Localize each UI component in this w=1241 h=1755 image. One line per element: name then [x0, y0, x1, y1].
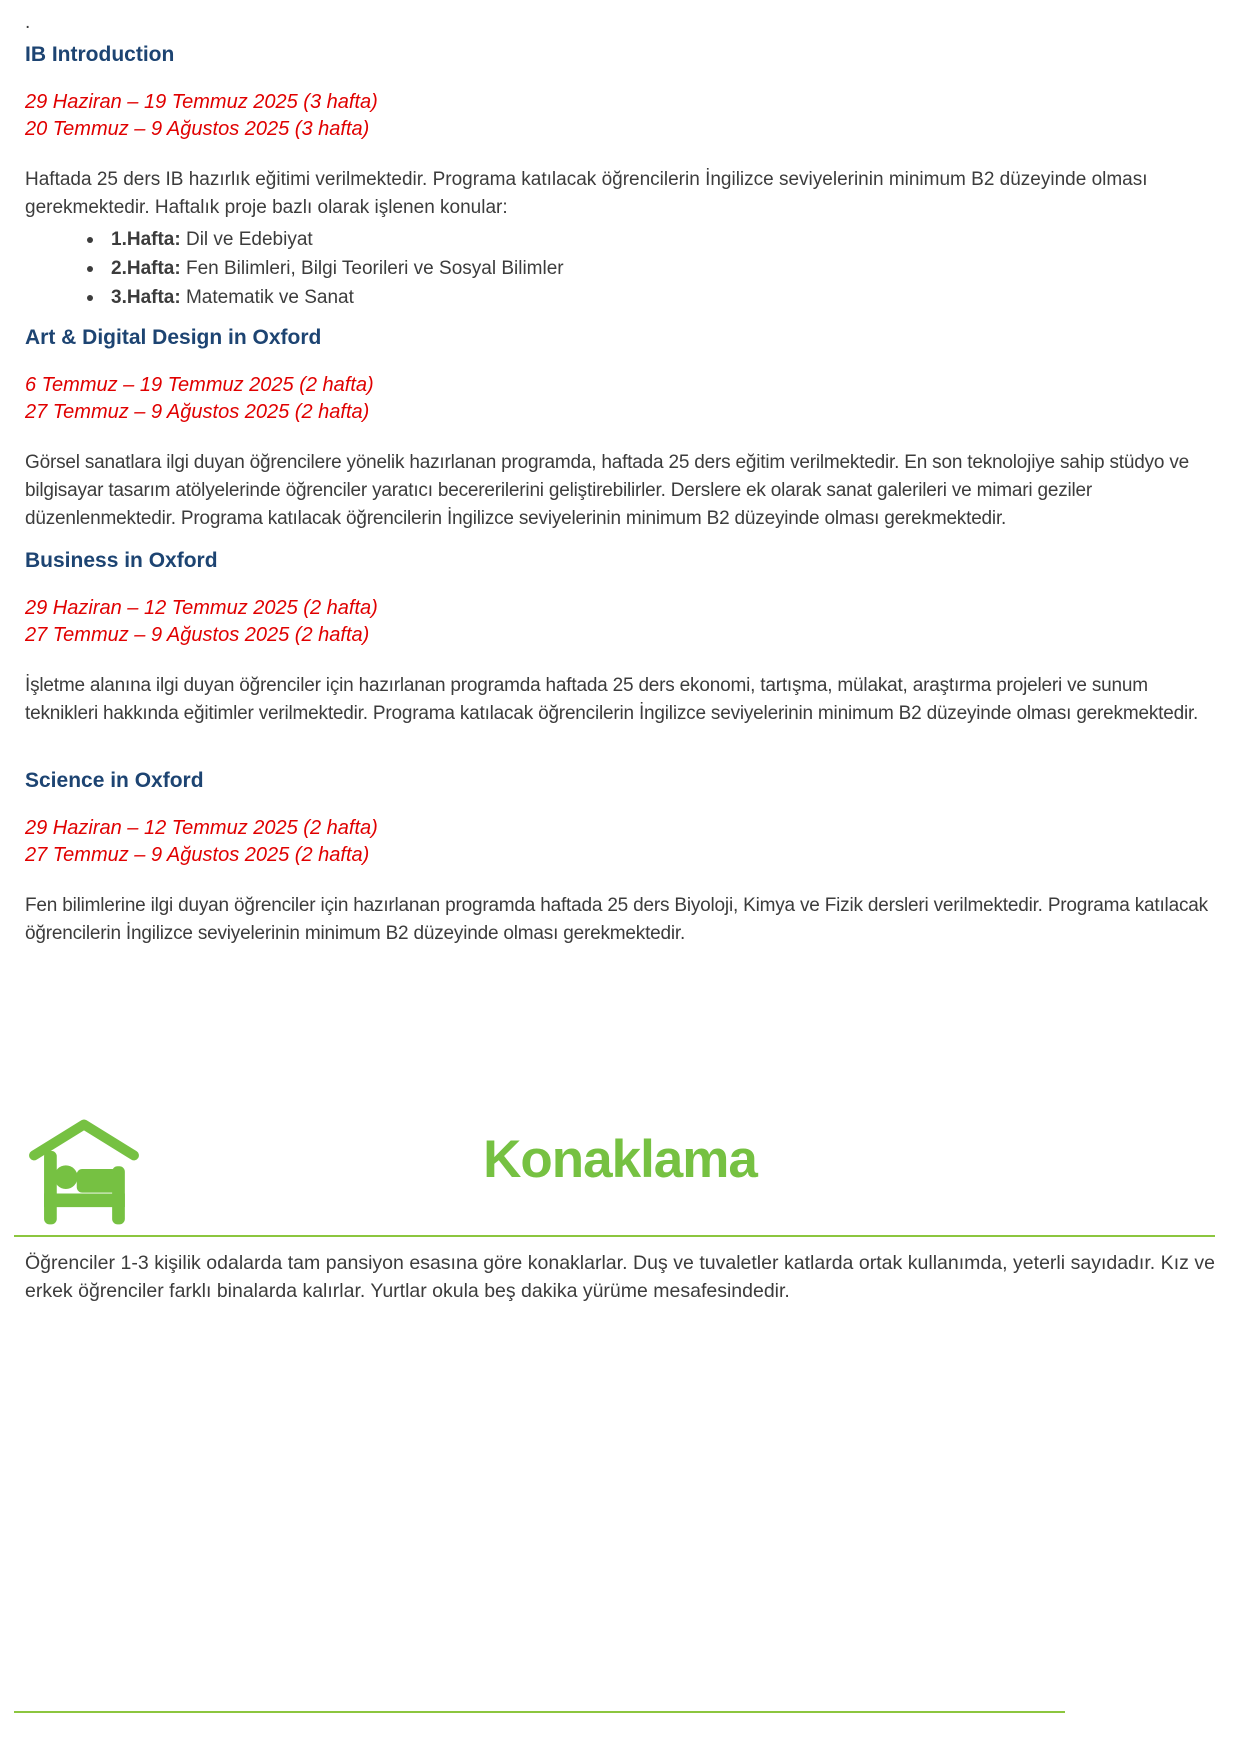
- paragraph-art: Görsel sanatlara ilgi duyan öğrencilere yönelik hazırlanan programda, haftada 25 ders eğitim verilmektedir. En son teknolojiye sahip stüdyo ve bilgisayar tasarım atölyelerinde öğrenciler yaratıcı becererilerini geliştirebilirler. Derslere ek olarak sanat galerileri ve mimari geziler düzenlenmektedir. Programa katılacak öğrencilerin İngilizce seviyelerinin minimum B2 düzeyinde olması gerekmektedir.: [25, 452, 1189, 529]
- list-item: [25, 225, 1215, 254]
- bullet-label: 1.Hafta:: [111, 229, 181, 250]
- accommodation-title: Konaklama: [483, 1130, 757, 1189]
- date-line: 29 Haziran – 12 Temmuz 2025 (2 hafta): [25, 817, 378, 839]
- section-heading-art-digital-design: Art & Digital Design in Oxford: [25, 326, 322, 349]
- bullet-icon: [87, 295, 93, 301]
- dates-business: [25, 595, 1215, 649]
- paragraph-science: Fen bilimlerine ilgi duyan öğrenciler için hazırlanan programda haftada 25 ders Biyoloji, Kimya ve Fizik dersleri verilmektedir. Programa katılacak öğrencilerin İngilizce seviyelerinin minimum B2 düzeyinde olması gerekmektedir.: [25, 895, 1208, 944]
- bullet-content: [111, 283, 354, 312]
- date-line: 20 Temmuz – 9 Ağustos 2025 (3 hafta): [25, 118, 370, 140]
- dates-ib: [25, 89, 1215, 143]
- bullet-text: Matematik ve Sanat: [180, 287, 354, 308]
- dates-art: [25, 372, 1215, 426]
- paragraph-accommodation: Öğrenciler 1-3 kişilik odalarda tam pansiyon esasına göre konaklarlar. Duş ve tuvaletler katlarda ortak kullanımda, yeterli sayıdadır. Kız ve erkek öğrenciler farklı binalarda kalırlar. Yurtlar okula beş dakika yürüme mesafesindedir.: [25, 1252, 1215, 1302]
- stray-dot: .: [25, 12, 31, 33]
- date-line: 29 Haziran – 19 Temmuz 2025 (3 hafta): [25, 91, 378, 113]
- bullet-list-ib: [25, 225, 1215, 312]
- bullet-content: [111, 225, 313, 254]
- bullet-text: Fen Bilimleri, Bilgi Teorileri ve Sosyal Bilimler: [180, 258, 564, 279]
- list-item: [25, 254, 1215, 283]
- bullet-content: [111, 254, 564, 283]
- bullet-icon: [87, 266, 93, 272]
- paragraph-ib: Haftada 25 ders IB hazırlık eğitimi verilmektedir. Programa katılacak öğrencilerin İngilizce seviyelerinin minimum B2 düzeyinde olması gerekmektedir. Haftalık proje bazlı olarak işlenen konular:: [25, 169, 1148, 218]
- section-heading-ib-introduction: IB Introduction: [25, 43, 175, 66]
- dates-science: [25, 815, 1215, 869]
- banner-underline: [14, 1235, 1215, 1237]
- section-heading-science: Science in Oxford: [25, 769, 204, 792]
- date-line: 27 Temmuz – 9 Ağustos 2025 (2 hafta): [25, 401, 370, 423]
- date-line: 6 Temmuz – 19 Temmuz 2025 (2 hafta): [25, 374, 374, 396]
- paragraph-business: İşletme alanına ilgi duyan öğrenciler için hazırlanan programda haftada 25 ders ekonomi, tartışma, mülakat, araştırma projeleri ve sunum teknikleri hakkında eğitimler verilmektedir. Programa katılacak öğrencilerin İngilizce seviyelerinin minimum B2 düzeyinde olması gerekmektedir.: [25, 675, 1199, 724]
- accommodation-banner: [25, 1105, 1215, 1233]
- date-line: 27 Temmuz – 9 Ağustos 2025 (2 hafta): [25, 624, 370, 646]
- section-heading-business: Business in Oxford: [25, 549, 218, 572]
- bullet-text: Dil ve Edebiyat: [180, 229, 313, 250]
- bullet-label: 2.Hafta:: [111, 258, 181, 279]
- bullet-label: 3.Hafta:: [111, 287, 181, 308]
- list-item: [25, 283, 1215, 312]
- date-line: 29 Haziran – 12 Temmuz 2025 (2 hafta): [25, 597, 378, 619]
- date-line: 27 Temmuz – 9 Ağustos 2025 (2 hafta): [25, 844, 370, 866]
- bullet-icon: [87, 237, 93, 243]
- page-bottom-divider: [14, 1711, 1065, 1713]
